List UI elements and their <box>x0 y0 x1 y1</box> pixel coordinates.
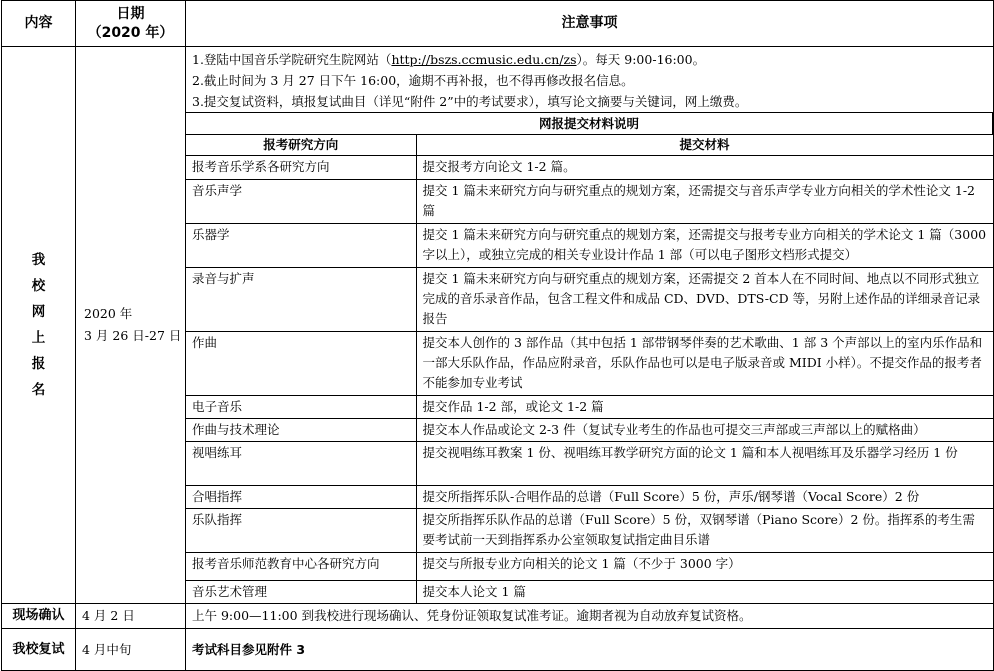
direction-cell: 报考音乐师范教育中心各研究方向 <box>186 553 416 581</box>
materials-table <box>186 112 993 603</box>
note-1: 1.登陆中国音乐学院研究生院网站（http://bszs.ccmusic.edu.cn/zs）。每天 9:00-16:00。 <box>192 52 706 67</box>
materials-cell: 提交本人创作的 3 部作品（其中包括 1 部带钢琴伴奏的艺术歌曲、1 部 3 个声部以上的室内乐作品和一部大乐队作品，作品应附录音，乐队作品也可以是电子版录音或 MIDI 小样）。不提交作品的报考者不能参加专业考试 <box>416 332 993 396</box>
materials-cell: 提交 1 篇未来研究方向与研究重点的规划方案，还需提交与报考专业方向相关的学术论文 1 篇（3000 字以上），或独立完成的相关专业设计作品 1 部（可以电子图形文档形式提交） <box>416 224 993 268</box>
note-3: 3.提交复试资料，填报复试曲目（详见“附件 2”中的考试要求），填写论文摘要与关键词，网上缴费。 <box>192 94 748 109</box>
direction-cell: 视唱练耳 <box>186 442 416 486</box>
col-direction: 报考研究方向 <box>186 135 416 156</box>
table-row <box>186 553 993 581</box>
direction-cell: 乐队指挥 <box>186 509 416 553</box>
online-registration-notes <box>186 47 994 604</box>
materials-cell: 提交本人论文 1 篇 <box>422 584 526 599</box>
table-row <box>186 224 993 268</box>
online-registration-date: 2020 年 3 月 26 日-27 日 <box>76 47 186 604</box>
table-row <box>186 180 993 224</box>
table-row <box>186 156 993 180</box>
table-row <box>186 509 993 553</box>
table-row <box>186 486 993 509</box>
materials-cell: 提交 1 篇未来研究方向与研究重点的规划方案，还需提交 2 首本人在不同时间、地点以不同形式独立完成的音乐录音作品，包含工程文件和成品 CD、DVD、DTS-CD 等，另附上述作品的详细录音记录报告 <box>416 268 993 332</box>
online-registration-row <box>2 47 994 604</box>
materials-cell: 提交所指挥乐队-合唱作品的总谱（Full Score）5 份，声乐/钢琴谱（Vocal Score）2 份 <box>416 486 993 509</box>
direction-cell: 报考音乐学系各研究方向 <box>186 156 416 180</box>
header-content: 内容 <box>2 1 76 47</box>
direction-cell: 电子音乐 <box>186 396 416 419</box>
schedule-table <box>1 0 994 671</box>
direction-cell: 作曲 <box>186 332 416 396</box>
table-row <box>186 419 993 442</box>
materials-cell: 提交视唱练耳教案 1 份、视唱练耳教学研究方面的论文 1 篇和本人视唱练耳及乐器学习经历 1 份 <box>416 442 993 486</box>
direction-cell: 作曲与技术理论 <box>186 419 416 442</box>
retest-note: 考试科目参见附件 3 <box>186 629 994 671</box>
onsite-confirmation-row <box>2 604 994 629</box>
materials-cell: 提交 1 篇未来研究方向与研究重点的规划方案，还需提交与音乐声学专业方向相关的学术性论文 1-2 篇 <box>416 180 993 224</box>
materials-cell: 提交本人作品或论文 2-3 件（复试专业考生的作品也可提交三声部或三声部以上的赋格曲） <box>416 419 993 442</box>
retest-row <box>2 629 994 671</box>
col-materials: 提交材料 <box>416 135 993 156</box>
materials-cell: 提交报考方向论文 1-2 篇。 <box>416 156 993 180</box>
table-row <box>186 442 993 486</box>
header-notes: 注意事项 <box>186 1 994 47</box>
graduate-school-link[interactable]: http://bszs.ccmusic.edu.cn/zs <box>391 52 577 67</box>
direction-cell: 合唱指挥 <box>186 486 416 509</box>
materials-cell: 提交作品 1-2 部，或论文 1-2 篇 <box>416 396 993 419</box>
materials-caption: 网报提交材料说明 <box>186 113 993 135</box>
onsite-confirmation-note: 上午 9:00—11:00 到我校进行现场确认、凭身份证领取复试准考证。逾期者视为自动放弃复试资格。 <box>186 604 994 629</box>
retest-date: 4 月中旬 <box>76 629 186 671</box>
note-2: 2.截止时间为 3 月 27 日下午 16:00，逾期不再补报，也不得再修改报名信息。 <box>192 73 634 88</box>
direction-cell: 乐器学 <box>186 224 416 268</box>
direction-cell: 音乐声学 <box>186 180 416 224</box>
onsite-confirmation-date: 4 月 2 日 <box>76 604 186 629</box>
table-row <box>186 332 993 396</box>
online-registration-label: 我 校 网 上 报 名 <box>2 47 76 604</box>
materials-cell: 提交与所报专业方向相关的论文 1 篇（不少于 3000 字） <box>416 553 993 581</box>
header-date: 日期 （2020 年） <box>76 1 186 47</box>
table-row <box>186 268 993 332</box>
materials-cell: 提交所指挥乐队作品的总谱（Full Score）5 份，双钢琴谱（Piano Score）2 份。指挥系的考生需要考试前一天到指挥系办公室领取复试指定曲目乐谱 <box>416 509 993 553</box>
table-row <box>186 581 993 604</box>
header-row <box>2 1 994 47</box>
onsite-confirmation-label: 现场确认 <box>2 604 76 629</box>
direction-cell: 音乐艺术管理 <box>186 581 416 604</box>
table-row <box>186 396 993 419</box>
retest-label: 我校复试 <box>2 629 76 671</box>
direction-cell: 录音与扩声 <box>186 268 416 332</box>
